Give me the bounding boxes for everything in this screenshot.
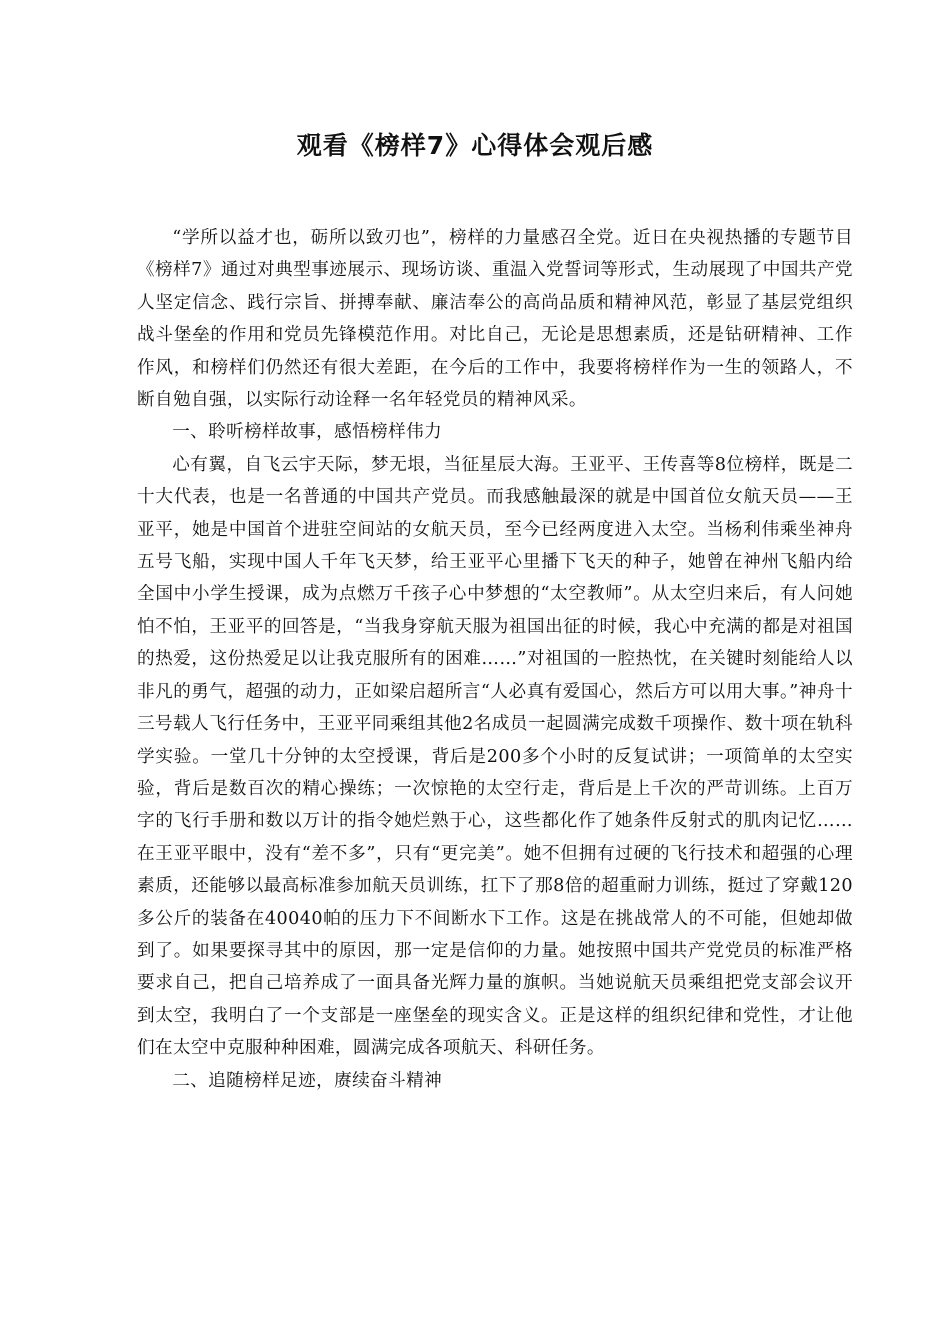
- document-title: 观看《榜样7》心得体会观后感: [296, 131, 654, 160]
- intro-paragraph: “学所以益才也，砺所以致刃也”，榜样的力量感召全党。近日在央视热播的专题节目《榜样7》通过对典型事迹展示、现场访谈、重温入党誓词等形式，生动展现了中国共产党人坚定信念、践行宗旨、拼搏奉献、廉洁奉公的高尚品质和精神风范，彰显了基层党组织战斗堡垒的作用和党员先锋模范作用。对比自己，无论是思想素质，还是钻研精神、工作作风，和榜样们仍然还有很大差距，在今后的工作中，我要将榜样作为一生的领路人，不断自勉自强，以实际行动诠释一名年轻党员的精神风采。: [137, 228, 853, 411]
- document-body: [137, 222, 853, 1097]
- section-1-paragraph: 心有翼，自飞云宇天际，梦无垠，当征星辰大海。王亚平、王传喜等8位榜样，既是二十大代表，也是一名普通的中国共产党员。而我感触最深的就是中国首位女航天员——王亚平，她是中国首个进驻空间站的女航天员，至今已经两度进入太空。当杨利伟乘坐神舟五号飞船，实现中国人千年飞天梦，给王亚平心里播下飞天的种子，她曾在神州飞船内给全国中小学生授课，成为点燃万千孩子心中梦想的“太空教师”。从太空归来后，有人问她怕不怕，王亚平的回答是，“当我身穿航天服为祖国出征的时候，我心中充满的都是对祖国的热爱，这份热爱足以让我克服所有的困难……”对祖国的一腔热忱，在关键时刻能给人以非凡的勇气，超强的动力，正如梁启超所言“人必真有爱国心，然后方可以用大事。”神舟十三号载人飞行任务中，王亚平同乘组其他2名成员一起圆满完成数千项操作、数十项在轨科学实验。一堂几十分钟的太空授课，背后是200多个小时的反复试讲；一项简单的太空实验，背后是数百次的精心操练；一次惊艳的太空行走，背后是上千次的严苛训练。上百万字的飞行手册和数以万计的指令她烂熟于心，这些都化作了她条件反射式的肌肉记忆……在王亚平眼中，没有“差不多”，只有“更完美”。她不但拥有过硬的飞行技术和超强的心理素质，还能够以最高标准参加航天员训练，扛下了那8倍的超重耐力训练，挺过了穿戴120多公斤的装备在40040帕的压力下不间断水下工作。这是在挑战常人的不可能，但她却做到了。如果要探寻其中的原因，那一定是信仰的力量。她按照中国共产党党员的标准严格要求自己，把自己培养成了一面具备光辉力量的旗帜。当她说航天员乘组把党支部会议开到太空，我明白了一个支部是一座堡垒的现实含义。正是这样的组织纪律和党性，才让他们在太空中克服种种困难，圆满完成各项航天、科研任务。: [137, 454, 853, 1059]
- section-heading-1: 一、聆听榜样故事，感悟榜样伟力: [172, 422, 443, 443]
- section-heading-2: 二、追随榜样足迹，赓续奋斗精神: [172, 1070, 443, 1091]
